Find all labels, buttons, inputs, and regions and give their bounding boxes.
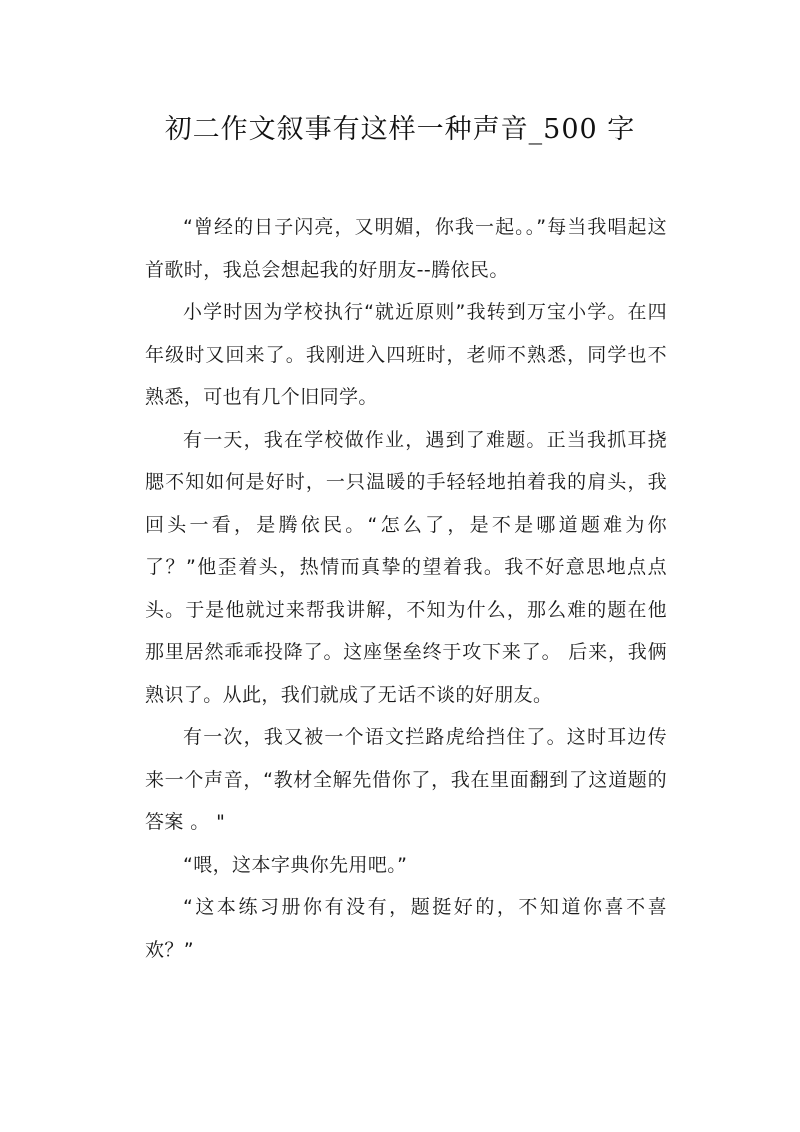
- paragraph: 有一天，我在学校做作业，遇到了难题。正当我抓耳挠腮不知如何是好时，一只温暖的手轻轻地拍着我的肩头，我回头一看，是腾依民。“怎么了，是不是哪道题难为你了？”他歪着头，热情而真挚的望着我。我不好意思地点点头。于是他就过来帮我讲解，不知为什么，那么难的题在他那里居然乖乖投降了。这座堡垒终于攻下来了。 后来，我俩熟识了。从此，我们就成了无话不谈的好朋友。: [145, 428, 667, 706]
- paragraph: 有一次，我又被一个语文拦路虎给挡住了。这时耳边传来一个声音，“教材全解先借你了，我在里面翻到了这道题的答案 。 ": [145, 726, 667, 833]
- document-body: [145, 206, 667, 971]
- paragraph: “曾经的日子闪亮，又明媚，你我一起。。”每当我唱起这首歌时，我总会想起我的好朋友--腾依民。: [145, 216, 667, 281]
- paragraph: 小学时因为学校执行“就近原则”我转到万宝小学。在四年级时又回来了。我刚进入四班时，老师不熟悉，同学也不熟悉，可也有几个旧同学。: [145, 301, 667, 408]
- document-title: 初二作文叙事有这样一种声音_500 字: [164, 114, 636, 145]
- paragraph: “这本练习册你有没有，题挺好的，不知道你喜不喜欢？”: [145, 896, 667, 961]
- paragraph: “喂，这本字典你先用吧。”: [183, 853, 408, 876]
